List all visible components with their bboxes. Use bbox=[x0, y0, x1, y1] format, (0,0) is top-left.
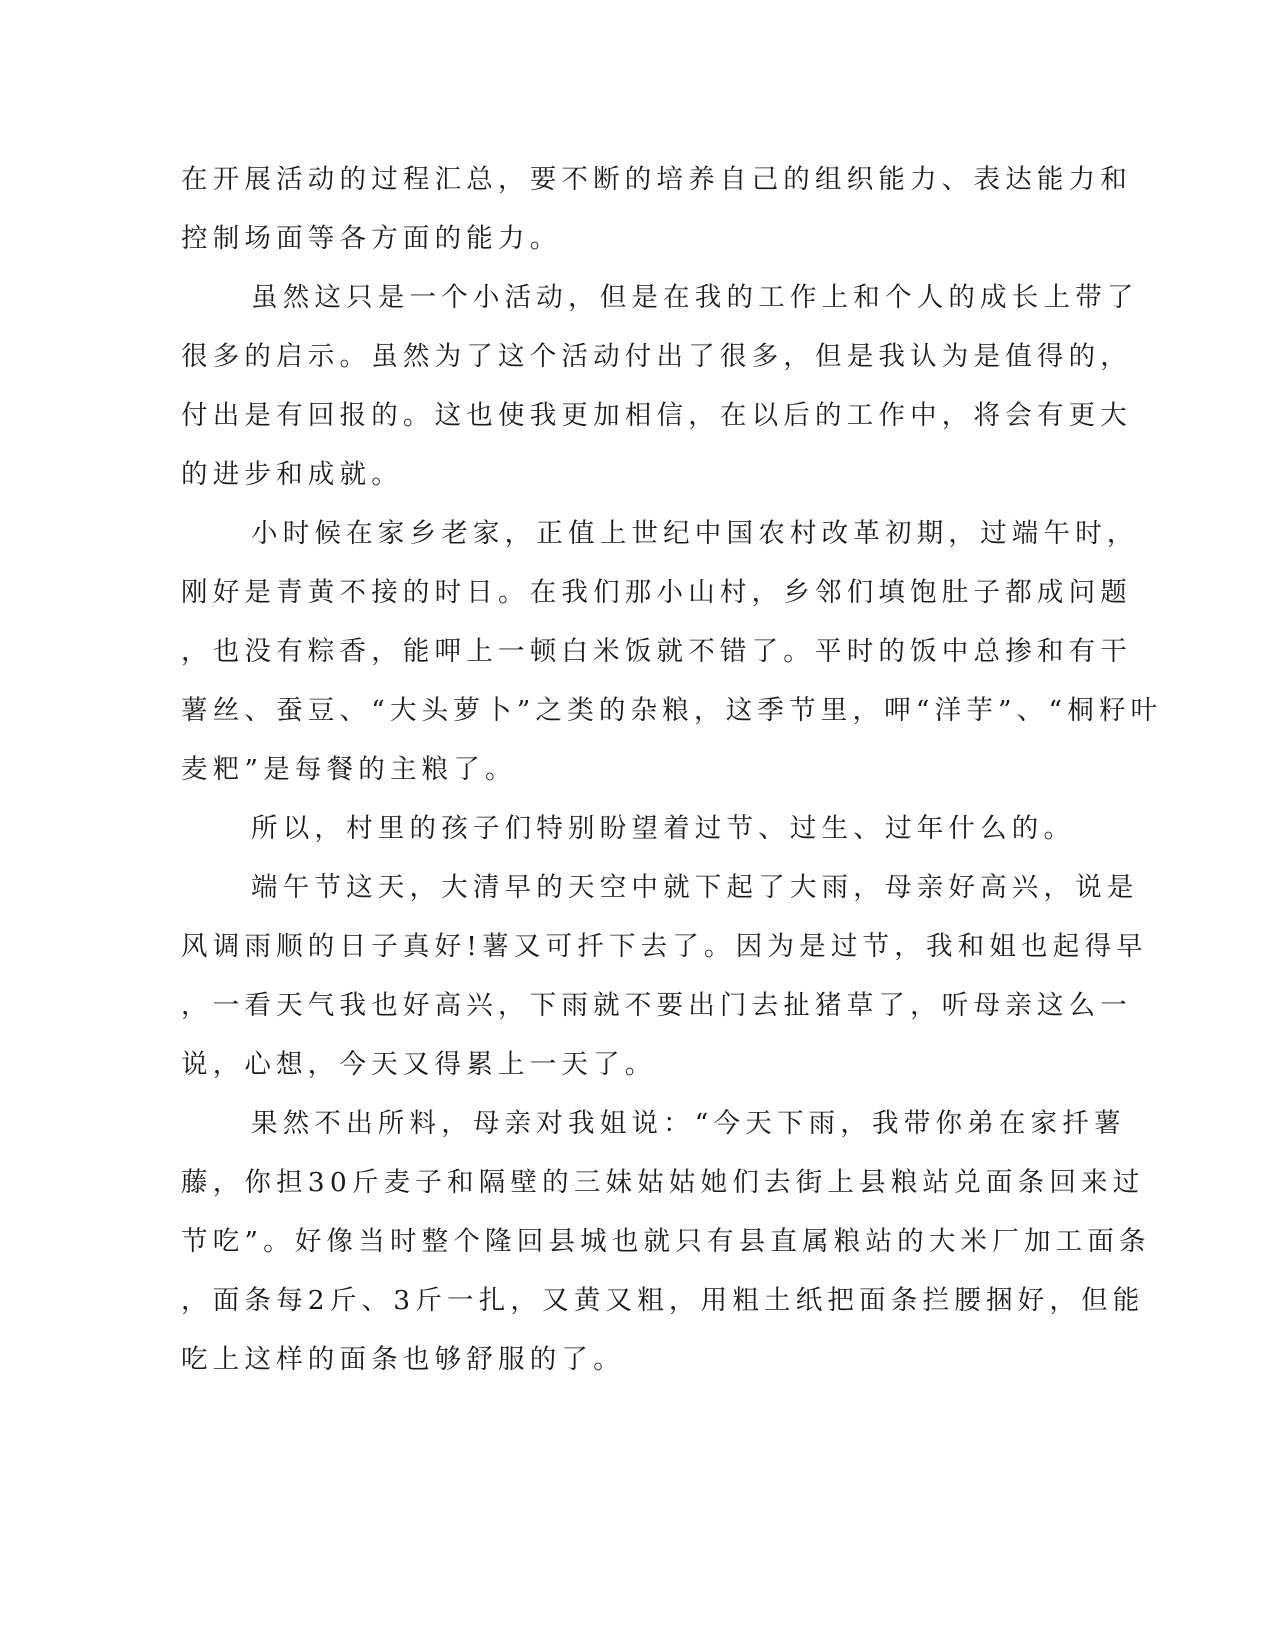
text-line: ，一看天气我也好高兴，下雨就不要出门去扯猪草了，听母亲这么一 bbox=[181, 990, 1132, 1021]
text-line: 在开展活动的过程汇总，要不断的培养自己的组织能力、表达能力和 bbox=[181, 164, 1132, 195]
text-line: 付出是有回报的。这也使我更加相信，在以后的工作中，将会有更大 bbox=[181, 400, 1132, 431]
text-line: ，也没有粽香，能呷上一顿白米饭就不错了。平时的饭中总掺和有干 bbox=[181, 636, 1132, 667]
text-line: 藤，你担30斤麦子和隔壁的三妹姑姑她们去街上县粮站兑面条回来过 bbox=[181, 1167, 1145, 1198]
paragraph-first-line: 所以，村里的孩子们特别盼望着过节、过生、过年什么的。 bbox=[251, 813, 1076, 844]
text-line: 的进步和成就。 bbox=[181, 459, 403, 490]
paragraph-first-line: 果然不出所料，母亲对我姐说：“今天下雨，我带你弟在家扦薯 bbox=[251, 1108, 1126, 1139]
text-line: 控制场面等各方面的能力。 bbox=[181, 223, 562, 254]
text-line: 风调雨顺的日子真好!薯又可扦下去了。因为是过节，我和姐也起得早 bbox=[181, 931, 1148, 962]
text-line: 吃上这样的面条也够舒服的了。 bbox=[181, 1344, 625, 1375]
text-line: 说，心想，今天又得累上一天了。 bbox=[181, 1049, 657, 1080]
paragraph-first-line: 虽然这只是一个小活动，但是在我的工作上和个人的成长上带了 bbox=[251, 282, 1139, 313]
text-line: 薯丝、蚕豆、“大头萝卜”之类的杂粮，这季节里，呷“洋芋”、“桐籽叶 bbox=[181, 695, 1163, 726]
text-line: ，面条每2斤、3斤一扎，又黄又粗，用粗土纸把面条拦腰捆好，但能 bbox=[181, 1285, 1145, 1316]
text-line: 很多的启示。虽然为了这个活动付出了很多，但是我认为是值得的， bbox=[181, 341, 1132, 372]
paragraph-first-line: 小时候在家乡老家，正值上世纪中国农村改革初期，过端午时， bbox=[251, 518, 1139, 549]
text-line: 刚好是青黄不接的时日。在我们那小山村，乡邻们填饱肚子都成问题 bbox=[181, 577, 1132, 608]
paragraph-first-line: 端午节这天，大清早的天空中就下起了大雨，母亲好高兴，说是 bbox=[251, 872, 1139, 903]
text-line: 麦粑”是每餐的主粮了。 bbox=[181, 754, 517, 785]
text-line: 节吃”。好像当时整个隆回县城也就只有县直属粮站的大米厂加工面条 bbox=[181, 1226, 1151, 1257]
